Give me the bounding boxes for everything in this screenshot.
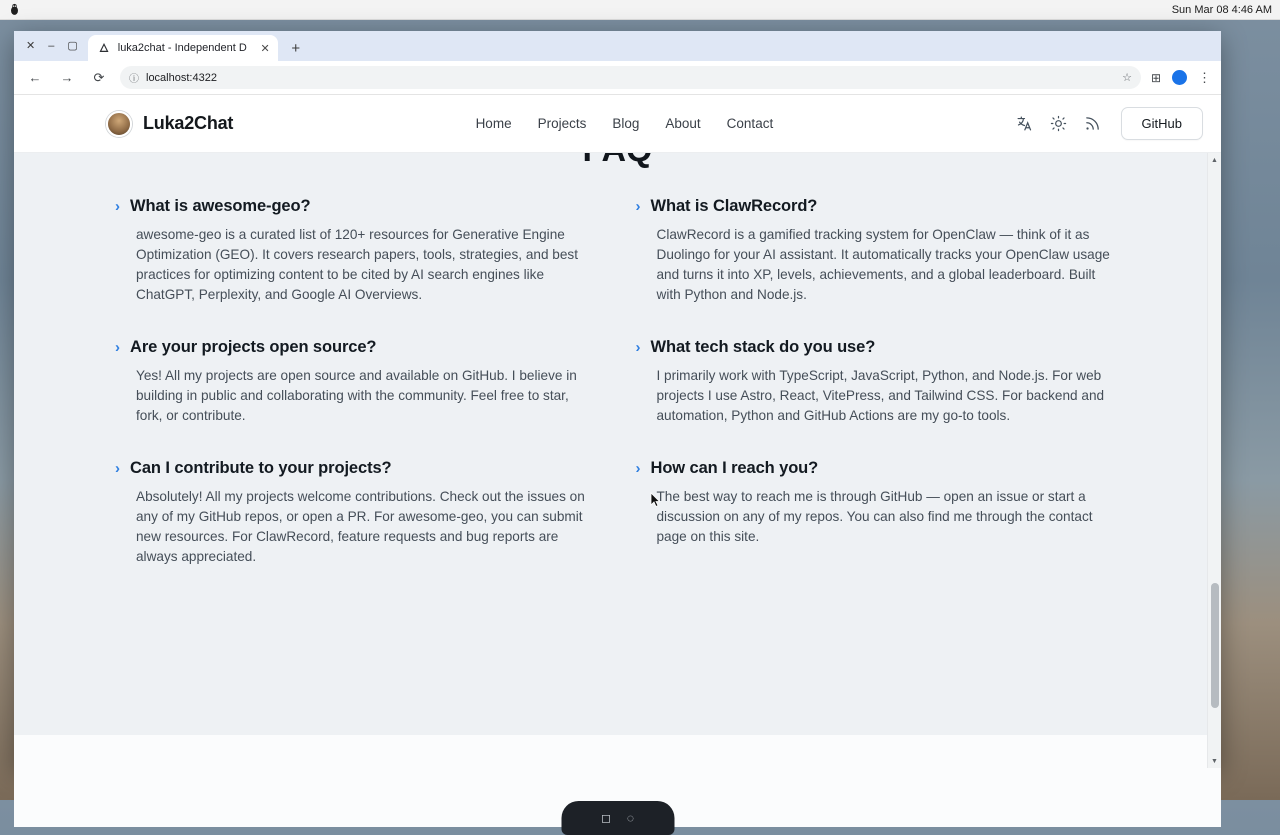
faq-answer: awesome-geo is a curated list of 120+ resources for Generative Engine Optimization (GEO). It covers research papers, tools, strategies, and best practices for optimizing content to be cited by AI search engines like ChatGPT, Perplexity, and Google AI Overviews. (136, 227, 578, 302)
faq-answer: Absolutely! All my projects welcome contributions. Check out the issues on any of my GitHub repos, or open a PR. For awesome-geo, you can submit new resources. For ClawRecord, feature requests and bug reports are always appreciated. (136, 489, 585, 564)
faq-question: Can I contribute to your projects? (130, 459, 392, 477)
nav-item-blog[interactable]: Blog (612, 116, 640, 131)
chevron-right-icon: › (115, 460, 120, 477)
desktop-clock: Sun Mar 08 4:46 AM (1171, 3, 1272, 16)
faq-answer: I primarily work with TypeScript, JavaScript, Python, and Node.js. For web projects I use Astro, React, VitePress, and Tailwind CSS. For backend and automation, Python and GitHub Actions are my go-to tools. (656, 368, 1105, 423)
window-controls (22, 31, 88, 61)
faq-item[interactable] (636, 459, 1121, 567)
browser-menu-icon[interactable]: ⋮ (1198, 69, 1211, 85)
faq-question-row[interactable] (636, 459, 1121, 478)
faq-section (14, 131, 1221, 735)
window-close-button[interactable]: ✕ (26, 39, 36, 52)
faq-question: How can I reach you? (650, 459, 819, 477)
desktop-top-bar (0, 0, 1280, 20)
tab-close-icon[interactable]: ✕ (260, 42, 270, 55)
nav-item-contact[interactable]: Contact (726, 116, 774, 131)
nav-item-home[interactable]: Home (475, 116, 512, 131)
browser-tab-title: luka2chat - Independent D (117, 42, 247, 54)
chevron-right-icon: › (115, 198, 120, 215)
browser-toolbar (14, 61, 1221, 95)
footer-band (14, 735, 1221, 827)
chevron-right-icon: › (635, 339, 641, 356)
brand-name: Luka2Chat (143, 113, 234, 133)
faq-item[interactable] (115, 197, 600, 305)
floating-toolbar[interactable] (561, 801, 674, 835)
back-button[interactable]: ← (28, 70, 42, 85)
site-info-icon[interactable]: ⓘ (129, 74, 139, 85)
forward-button[interactable]: → (60, 70, 74, 85)
faq-answer: The best way to reach me is through GitHub — open an issue or start a discussion on any of my repos. You can also find me through the contact page on this site. (656, 489, 1093, 544)
faq-question-row[interactable] (636, 338, 1121, 357)
new-tab-button[interactable]: + (291, 40, 301, 57)
faq-question-row[interactable] (636, 197, 1121, 216)
reload-button[interactable]: ⟳ (93, 69, 105, 85)
tab-strip (14, 31, 1221, 61)
toolbar-right-icon[interactable]: ◌ (626, 811, 635, 825)
faq-question: What tech stack do you use? (650, 338, 876, 356)
nav-item-projects[interactable]: Projects (537, 116, 587, 131)
page-viewport (14, 95, 1221, 825)
faq-question: What is awesome-geo? (130, 197, 311, 215)
browser-window (14, 31, 1221, 825)
faq-answer: Yes! All my projects are open source and available on GitHub. I believe in building in public and collaborating with the community. Feel free to star, fork, or contribute. (136, 368, 577, 423)
faq-item[interactable] (115, 338, 600, 426)
mouse-cursor (651, 493, 659, 506)
address-bar[interactable] (120, 66, 1141, 89)
window-maximize-button[interactable]: ▢ (67, 39, 78, 52)
page-content (14, 153, 1221, 825)
faq-answer: ClawRecord is a gamified tracking system for OpenClaw — think of it as Duolingo for your AI assistant. It automatically tracks your OpenClaw usage and turns it into XP, levels, achievements, and a global leaderboard. Built with Python and Node.js. (656, 227, 1110, 302)
site-header (14, 95, 1221, 153)
window-minimize-button[interactable]: – (48, 39, 55, 52)
address-bar-url: localhost:4322 (146, 71, 217, 84)
bookmark-star-icon[interactable]: ☆ (1122, 72, 1132, 84)
toolbar-left-icon[interactable]: ◻ (600, 811, 611, 825)
main-nav (233, 116, 1015, 131)
rss-icon[interactable] (1084, 115, 1101, 132)
faq-grid (115, 197, 1120, 567)
github-button[interactable]: GitHub (1121, 107, 1203, 140)
faq-item[interactable] (636, 338, 1121, 426)
page-scrollbar[interactable] (1207, 153, 1221, 768)
header-actions (1016, 107, 1203, 140)
chevron-right-icon: › (635, 460, 641, 477)
faq-question: Are your projects open source? (130, 338, 377, 356)
avatar (106, 111, 132, 137)
scroll-down-arrow[interactable]: ▼ (1211, 757, 1218, 765)
faq-question-row[interactable] (115, 197, 600, 216)
profile-avatar-icon[interactable] (1172, 70, 1187, 85)
site-brand[interactable] (106, 111, 233, 137)
extensions-icon[interactable]: ⊞ (1150, 70, 1161, 85)
nav-item-about[interactable]: About (665, 116, 701, 131)
chevron-right-icon: › (635, 198, 641, 215)
tux-icon (8, 3, 21, 16)
faq-question-row[interactable] (115, 338, 600, 357)
site-favicon-icon (98, 42, 111, 55)
language-icon[interactable] (1016, 115, 1033, 132)
faq-question: What is ClawRecord? (650, 197, 818, 215)
sun-icon[interactable] (1050, 115, 1067, 132)
scroll-up-arrow[interactable]: ▲ (1211, 156, 1218, 164)
chevron-right-icon: › (115, 339, 120, 356)
faq-item[interactable] (636, 197, 1121, 305)
scrollbar-thumb[interactable] (1211, 583, 1219, 708)
faq-question-row[interactable] (115, 459, 600, 478)
faq-item[interactable] (115, 459, 600, 567)
browser-tab[interactable] (88, 35, 278, 61)
